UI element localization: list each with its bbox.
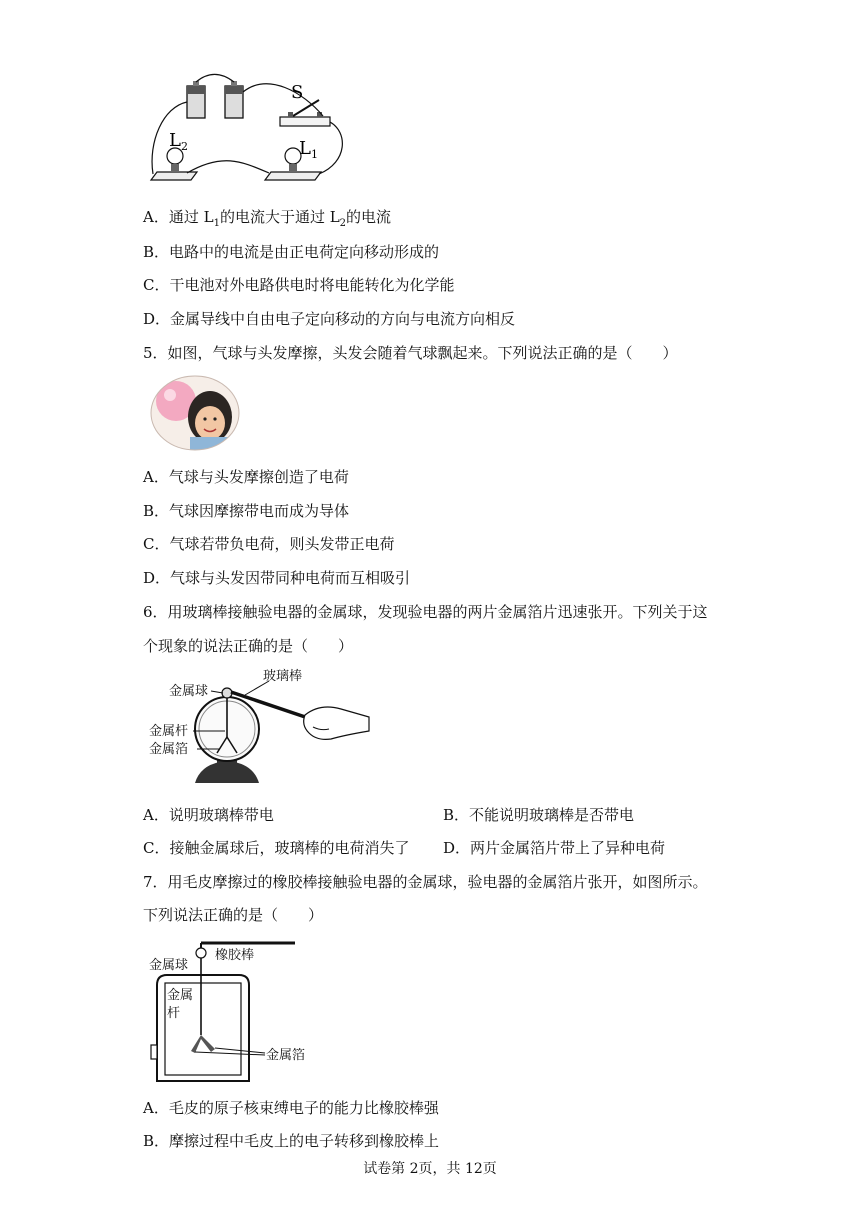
q4-option-a: A．通过 $L_1$的电流大于通过 $L_2$的电流	[143, 208, 392, 229]
q6-option-b: B．不能说明玻璃棒是否带电	[443, 806, 635, 824]
q7-option-a: A．毛皮的原子核束缚电子的能力比橡胶棒强	[143, 1099, 439, 1117]
q4-option-d: D．金属导线中自由电子定向移动的方向与电流方向相反	[143, 310, 516, 328]
q6-stem-line2: 个现象的说法正确的是（ ）	[143, 637, 354, 655]
l1-sub: 1	[310, 148, 318, 161]
q4-option-c: C．干电池对外电路供电时将电能转化为化学能	[143, 276, 455, 294]
bulb-l2-icon	[151, 148, 197, 180]
label-metal-foil: 金属箔	[266, 1048, 306, 1063]
label-rubber-rod: 橡胶棒	[215, 948, 255, 963]
label-metal-stem-line1: 金属	[167, 988, 194, 1003]
q6-option-c: C．接触金属球后，玻璃棒的电荷消失了	[143, 839, 410, 857]
q7-stem-line1: 7．用毛皮摩擦过的橡胶棒接触验电器的金属球，验电器的金属箔片张开，如图所示。	[143, 873, 708, 891]
electroscope-rubber-figure	[145, 935, 345, 1087]
switch-icon	[280, 100, 330, 126]
q6-option-d: D．两片金属箔片带上了异种电荷	[443, 839, 666, 857]
label-metal-foil: 金属箔	[149, 742, 189, 757]
label-metal-stem-line2: 杆	[167, 1006, 181, 1021]
q4-option-b: B．电路中的电流是由正电荷定向移动形成的	[143, 243, 440, 261]
balloon-girl-image	[150, 375, 240, 451]
label-metal-stem: 金属杆	[149, 724, 189, 739]
l2-label: L	[169, 130, 181, 151]
circuit-figure	[143, 72, 358, 190]
page-footer: 试卷第 2页，共 12页	[363, 1161, 497, 1177]
electroscope-glass-figure	[145, 665, 375, 791]
q6-stem-line1: 6．用玻璃棒接触验电器的金属球，发现验电器的两片金属箔片迅速张开。下列关于这	[143, 603, 708, 621]
battery-icon	[187, 81, 243, 118]
q5-option-a: A．气球与头发摩擦创造了电荷	[143, 468, 349, 486]
svg-text:L1	[299, 138, 318, 161]
l1-label: L	[299, 138, 311, 159]
svg-text:L2	[169, 130, 188, 153]
q5-option-b: B．气球因摩擦带电而成为导体	[143, 502, 350, 520]
label-metal-ball: 金属球	[169, 684, 209, 699]
q5-option-d: D．气球与头发因带同种电荷而互相吸引	[143, 569, 411, 587]
label-glass-rod: 玻璃棒	[263, 669, 303, 684]
q6-option-a: A．说明玻璃棒带电	[143, 806, 274, 824]
q7-stem-line2: 下列说法正确的是（ ）	[143, 906, 324, 924]
l2-sub: 2	[180, 140, 188, 153]
switch-label: S	[291, 82, 304, 103]
label-metal-ball: 金属球	[149, 958, 189, 973]
q5-stem: 5．如图，气球与头发摩擦，头发会随着气球飘起来。下列说法正确的是（ ）	[143, 344, 678, 362]
hand-icon	[304, 707, 369, 739]
q5-option-c: C．气球若带负电荷，则头发带正电荷	[143, 535, 395, 553]
q7-option-b: B．摩擦过程中毛皮上的电子转移到橡胶棒上	[143, 1132, 440, 1150]
